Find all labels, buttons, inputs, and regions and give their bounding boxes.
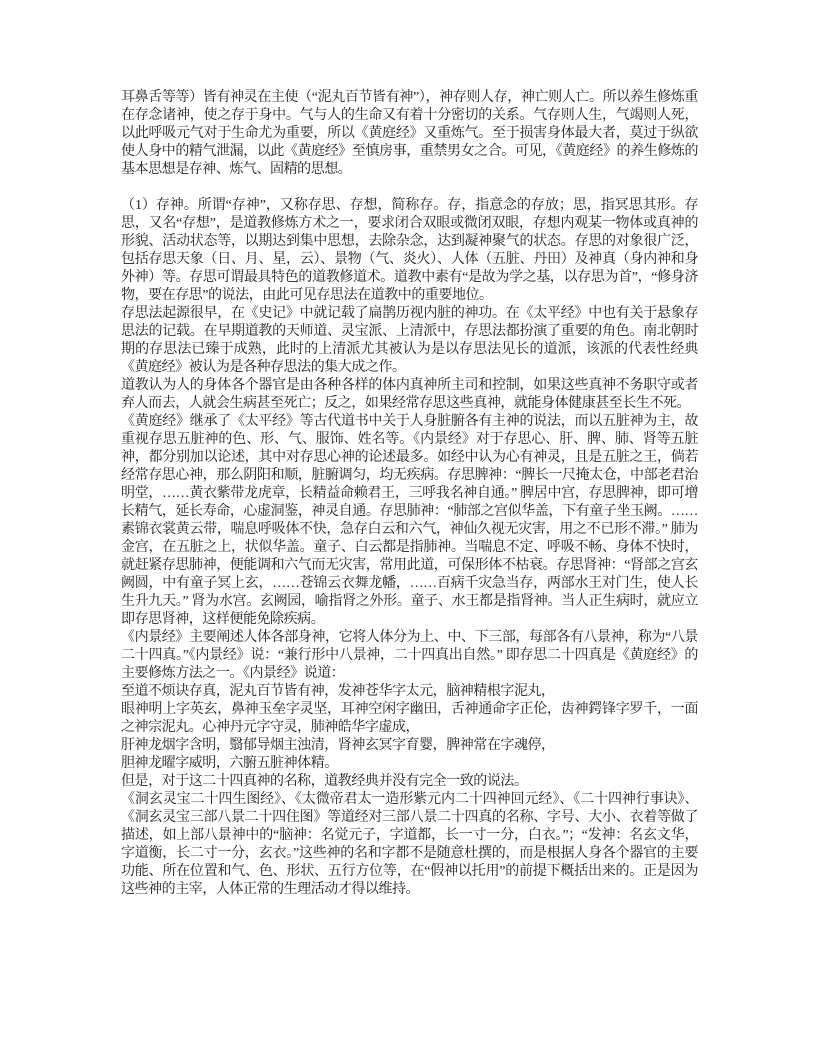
paragraph-5: 《黄庭经》继承了《太平经》等古代道书中关于人身脏腑各有主神的说法，而以五脏神为主，故重视存思五脏神的色、形、气、服饰、姓名等。《内景经》对于存思心、肝、脾、肺、肾等五脏神，都分别加以论述，其中对存思心神的论述最多。如经中认为心有神灵，且是五脏之王，倘若经常存思心神，那么阴阳和顺，脏腑调匀，均无疾病。存思脾神：“脾长一尺掩太仓，中部老君治明堂，……黄衣紫带龙虎章，长精益命赖君王，三呼我名神自通。” 脾居中宫，存思脾神，即可增长精气，延长寿命，心虚洞鉴，神灵自通。存思肺神：“肺部之宫似华盖，下有童子坐玉阙。……素锦衣裳黄云带，喘息呼吸体不快，急存白云和六气，神仙久视无灾害，用之不已形不滞。” 肺为金宫，在五脏之上，状似华盖。童子、白云都是指肺神。当喘息不定、呼吸不畅、身体不快时，就赶紧存思肺神，便能调和六气而无灾害，常用此道，可保形体不枯衰。存思肾神：“肾部之宫玄阙圆，中有童子冥上玄，……苍锦云衣舞龙幡，……百病千灾急当存，两部水王对门生，使人长生升九天。” 肾为水宫。玄阙园，喻指肾之外形。童子、水王都是指肾神。当人正生病时，就应立即存思肾神，这样便能免除疾病。 <box>121 414 698 627</box>
paragraph-11: 但是，对于这二十四真神的名称，道教经典并没有完全一致的说法。 <box>121 774 528 789</box>
paragraph-1: 耳鼻舌等等）皆有神灵在主使（“泥丸百节皆有神”），神存则人存，神亡则人亡。所以养生修炼重在存念诸神，使之存于身中。气与人的生命又有着十分密切的关系。气存则人生，气竭则人死，以此呼吸元气对于生命尤为重要，所以《黄庭经》又重炼气。至于损害身体最大者，莫过于纵欲使人身中的精气泄漏，以此《黄庭经》至慎房事，重禁男女之合。可见，《黄庭经》的养生修炼的基本思想是存神、炼气、固精的思想。 <box>121 90 698 177</box>
paragraph-6: 《内景经》主要阐述人体各部身神，它将人体分为上、中、下三部，每部各有八景神，称为“八景二十四真。”《内景经》说：“兼行形中八景神，二十四真出自然。” 即存思二十四真是《黄庭经》的主要修炼方法之一。《内景经》说道： <box>121 630 698 681</box>
paragraph-2: （1）存神。所谓“存神”，又称存思、存想，简称存。存，指意念的存放；思，指冥思其形。存思，又名“存想”，是道教修炼方术之一，要求闭合双眼或微闭双眼，存想内观某一物体或真神的形貌、活动状态等，以期达到集中思想，去除杂念，达到凝神聚气的状态。存思的对象很广泛，包括存思天象（日、月、星，云）、景物（气、炎火）、人体（五脏、丹田）及神真（身内神和身外神）等。存思可谓最具特色的道教修道术。道教中素有“是故为学之基，以存思为首”，“修身济物，要在存思”的说法，由此可见存思法在道教中的重要地位。 <box>121 198 698 303</box>
paragraph-10-verse-line: 胆神龙曜字威明，六腑五脏神体精。 <box>121 756 338 771</box>
paragraph-12: 《洞玄灵宝二十四生图经》、《太微帝君太一造形紫元内二十四神回元经》、《二十四神行事诀》、《洞玄灵宝三部八景二十四住图》等道经对三部八景二十四真的名称、字号、大小、衣着等做了描述，如上部八景神中的“脑神：名觉元子，字道都，长一寸一分，白衣。”；“发神：名玄文华，字道衡，长二寸一分，玄衣。”这些神的名和字都不是随意杜撰的，而是根据人身各个器官的主要功能、所在位置和气、色、形状、五行方位等，在“假神以托用”的前提下概括出来的。正是因为这些神的主宰，人体正常的生理活动才得以维持。 <box>121 792 698 897</box>
paragraph-9-verse-line: 肝神龙烟字含明，翳郁导烟主浊清，肾神玄冥字育婴，脾神常在字魂停， <box>121 738 555 753</box>
paragraph-8-verse-line: 眼神明上字英玄，鼻神玉垒字灵坚，耳神空闲字幽田，舌神通命字正伦，齿神鍔锋字罗千，一面之神宗泥丸。心神丹元字守灵，肺神皓华字虚成， <box>121 702 698 735</box>
text-block <box>121 89 698 899</box>
paragraph-4: 道教认为人的身体各个器官是由各种各样的体内真神所主司和控制，如果这些真神不务职守或者弃人而去，人就会生病甚至死亡；反之，如果经常存思这些真神，就能身体健康甚至长生不死。 <box>121 378 698 411</box>
paragraph-7-verse-line: 至道不烦诀存真，泥丸百节皆有神，发神苍华字太元，脑神精根字泥丸， <box>121 684 555 699</box>
paragraph-3: 存思法起源很早，在《史记》中就记载了扁鹊历视内脏的神功。在《太平经》中也有关于悬象存思法的记载。在早期道教的天师道、灵宝派、上清派中，存思法都扮演了重要的角色。南北朝时期的存思法已臻于成熟，此时的上清派尤其被认为是以存思法见长的道派，该派的代表性经典《黄庭经》被认为是各种存思法的集大成之作。 <box>121 306 698 375</box>
